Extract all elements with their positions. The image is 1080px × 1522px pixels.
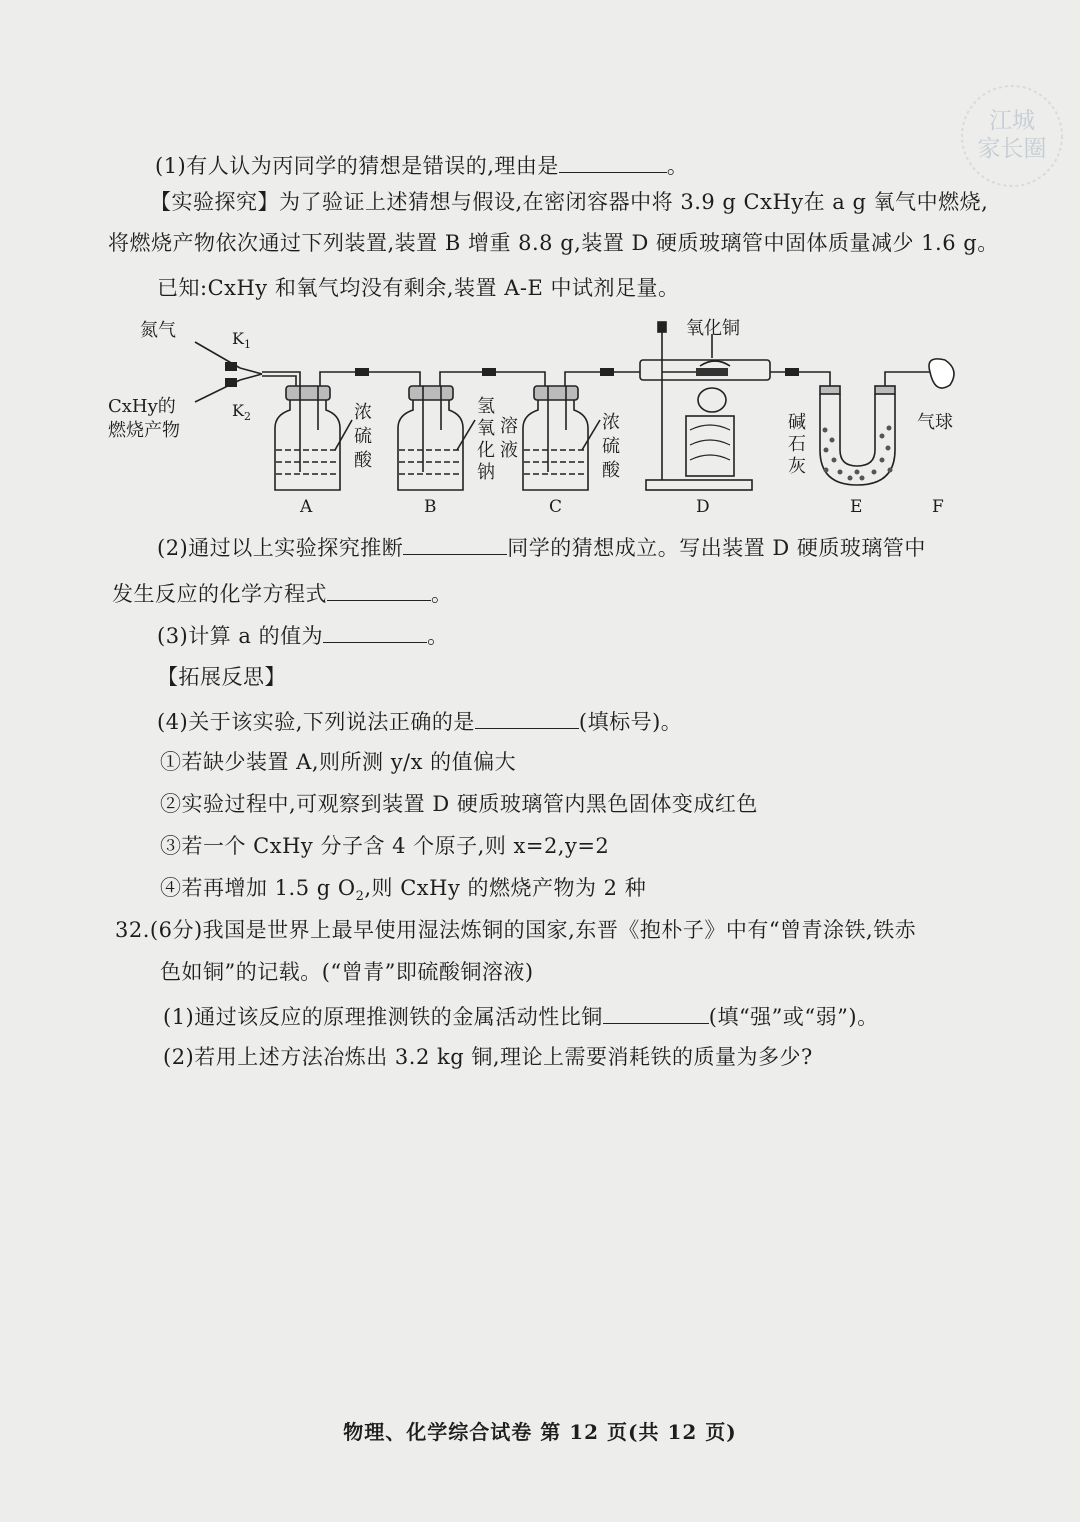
soda-lime-1: 碱 — [788, 412, 806, 433]
q31-part2-text: (2)通过以上实验探究推断 — [157, 536, 404, 560]
experiment-apparatus-diagram — [0, 300, 1080, 530]
q32-part1-text: (1)通过该反应的原理推测铁的金属活动性比铜 — [163, 1005, 603, 1029]
q31-part4-text: (4)关于该实验,下列说法正确的是 — [157, 710, 475, 734]
reagent-c-1: 浓 — [602, 412, 620, 433]
label-k2: $K_2$ — [232, 401, 251, 423]
q31-part4 — [157, 706, 682, 736]
q32-part1-end: (填“强”或“弱”)。 — [708, 1005, 879, 1029]
reagent-b2-1: 溶 — [500, 416, 518, 437]
page-footer: 物理、化学综合试卷 第 12 页(共 12 页) — [343, 1420, 737, 1444]
q31-part3 — [157, 620, 449, 650]
reagent-c-2: 硫 — [602, 436, 620, 457]
explore-line-2: 将燃烧产物依次通过下列装置,装置 B 增重 8.8 g,装置 D 硬质玻璃管中固体质量减少 1.6 g。 — [108, 231, 999, 255]
q31-part2-line2 — [112, 578, 453, 608]
answer-blank-2[interactable] — [403, 532, 507, 555]
label-product-1: CxHy的 — [108, 396, 176, 417]
soda-lime-2: 石 — [788, 434, 806, 455]
q32-part2: (2)若用上述方法冶炼出 3.2 kg 铜,理论上需要消耗铁的质量为多少? — [163, 1045, 813, 1069]
reagent-b-2: 氧 — [477, 418, 495, 439]
reagent-c-3: 酸 — [602, 460, 620, 481]
label-copper-oxide: 氧化铜 — [686, 318, 740, 339]
q31-part1-end: 。 — [666, 154, 689, 178]
watermark — [958, 82, 1066, 190]
answer-blank-5[interactable] — [475, 706, 579, 729]
label-k1: $K_1$ — [232, 329, 251, 351]
option-3: ③若一个 CxHy 分子含 4 个原子,则 x=2,y=2 — [160, 834, 610, 858]
label-f: F — [932, 497, 944, 517]
label-a: A — [300, 497, 313, 517]
q32-head-line2: 色如铜”的记载。(“曾青”即硫酸铜溶液) — [160, 960, 534, 984]
q31-part2 — [157, 532, 926, 562]
label-product-2: 燃烧产物 — [108, 420, 180, 441]
option-4 — [160, 874, 646, 911]
label-d: D — [696, 497, 710, 517]
q31-part2-line2-text: 发生反应的化学方程式 — [112, 582, 327, 606]
reagent-b-4: 钠 — [477, 462, 495, 483]
label-balloon: 气球 — [917, 412, 953, 433]
answer-blank-6[interactable] — [603, 1001, 709, 1024]
explore-line-1: 【实验探究】为了验证上述猜想与假设,在密闭容器中将 3.9 g CxHy在 a g 氧气中燃烧, — [150, 190, 989, 214]
watermark-line-2: 家长圈 — [977, 136, 1047, 162]
q32-part1 — [163, 1001, 879, 1031]
q31-part3-text: (3)计算 a 的值为 — [157, 624, 324, 648]
option-1: ①若缺少装置 A,则所测 y/x 的值偏大 — [160, 750, 517, 774]
label-e: E — [850, 497, 863, 517]
reagent-a-1: 浓 — [354, 402, 372, 423]
reagent-b-1: 氢 — [477, 396, 495, 417]
option-4-text: ④若再增加 1.5 g O — [160, 876, 356, 900]
watermark-line-1: 江城 — [989, 108, 1035, 134]
q31-part1-text: (1)有人认为丙同学的猜想是错误的,理由是 — [155, 154, 559, 178]
option-4-end: ,则 CxHy 的燃烧产物为 2 种 — [364, 876, 647, 900]
reagent-b-3: 化 — [477, 440, 495, 461]
q31-part2-line2-end: 。 — [431, 582, 453, 606]
reagent-a-3: 酸 — [354, 450, 372, 471]
answer-blank-1[interactable] — [559, 150, 667, 173]
reflect-heading: 【拓展反思】 — [157, 665, 286, 689]
reagent-b2-2: 液 — [500, 440, 518, 461]
option-4-subscript: 2 — [355, 889, 365, 905]
option-2: ②实验过程中,可观察到装置 D 硬质玻璃管内黑色固体变成红色 — [160, 792, 758, 816]
known-conditions: 已知:CxHy 和氧气均没有剩余,装置 A-E 中试剂足量。 — [157, 276, 680, 300]
reagent-a-2: 硫 — [354, 426, 372, 447]
q31-part4-end: (填标号)。 — [578, 710, 683, 734]
soda-lime-3: 灰 — [788, 456, 806, 477]
label-nitrogen: 氮气 — [140, 320, 176, 341]
q32-head: 32.(6分)我国是世界上最早使用湿法炼铜的国家,东晋《抱朴子》中有“曾青涂铁,铁赤 — [115, 918, 917, 942]
q31-part3-end: 。 — [427, 624, 449, 648]
answer-blank-3[interactable] — [327, 578, 431, 601]
label-b: B — [424, 497, 437, 517]
answer-blank-4[interactable] — [323, 620, 427, 643]
label-c: C — [549, 497, 563, 517]
q31-part2-end: 同学的猜想成立。写出装置 D 硬质玻璃管中 — [507, 536, 926, 560]
q31-part1 — [155, 150, 688, 180]
